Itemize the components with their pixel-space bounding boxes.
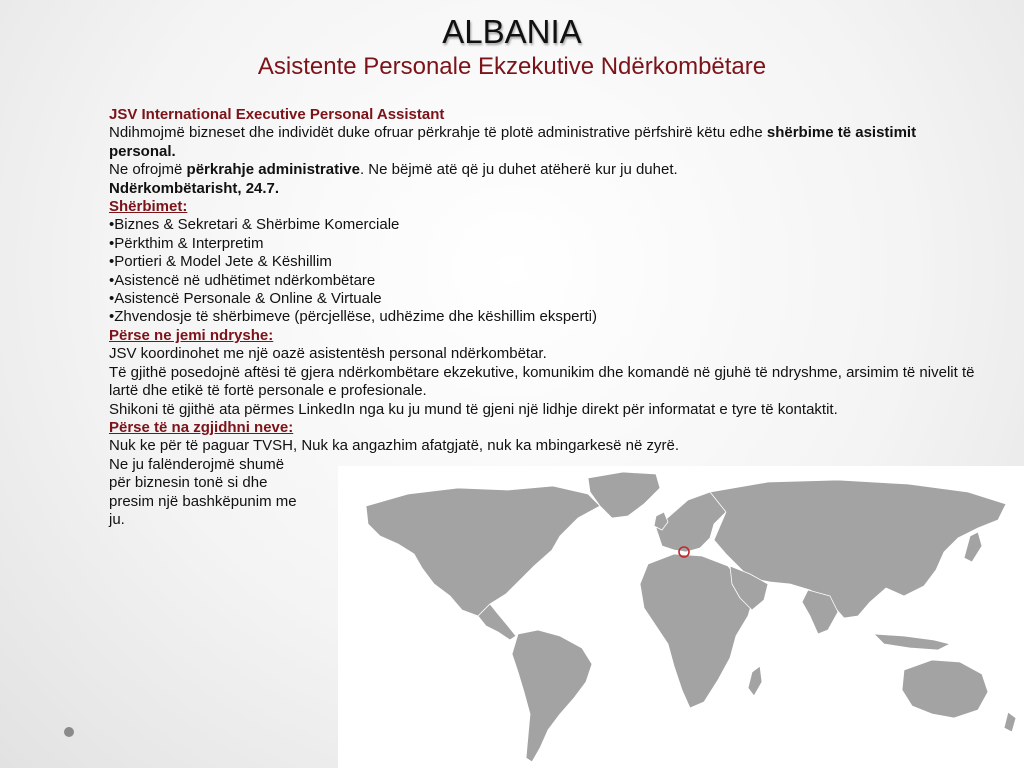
different-line-3: Shikoni të gjithë ata përmes LinkedIn nga ku ju mund të gjeni një lidhje direkt për informatat e tyre të kontaktit. (109, 400, 838, 418)
thanks-line: ju. (109, 510, 125, 528)
thanks-block (109, 456, 334, 530)
north-america-shape (366, 486, 600, 616)
japan-shape (964, 532, 982, 562)
greenland-shape (588, 472, 660, 518)
thanks-line: presim një bashkëpunim me (109, 492, 297, 510)
company-name: JSV International Executive Personal Assistant (109, 106, 445, 123)
intro-paragraph-1 (109, 124, 979, 161)
slide-subtitle: Asistente Personale Ekzekutive Ndërkombëtare (257, 53, 767, 80)
different-line-1: JSV koordinohet me një oazë asistentësh personal ndërkombëtar. (109, 345, 547, 363)
different-heading: Përse ne jemi ndryshe: (109, 326, 274, 344)
thanks-line: Ne ju falënderojmë shumë (109, 455, 285, 473)
service-item (109, 253, 979, 271)
intro-bold-2: përkrahje administrative (186, 161, 360, 179)
world-map (338, 466, 1024, 768)
intro-paragraph-2 (109, 161, 979, 179)
service-item (109, 290, 979, 308)
intro-bold-1: shërbime të asistimit personal. (109, 124, 917, 160)
services-heading: Shërbimet: (109, 198, 188, 216)
service-item-text: Zhvendosje të shërbimeve (përcjellëse, udhëzime dhe këshillim eksperti) (114, 308, 597, 326)
indonesia-shape (874, 634, 950, 650)
intro-text-1: Ndihmojmë bizneset dhe individët duke ofruar përkrahje të plotë administrative përfshirë këtu edhe (109, 124, 767, 142)
service-item (109, 308, 979, 326)
service-item (109, 216, 979, 234)
service-item-text: Asistencë në udhëtimet ndërkombëtare (114, 271, 376, 289)
service-item-text: Biznes & Sekretari & Shërbime Komerciale (114, 216, 400, 234)
intro-text-2-pre: Ne ofrojmë (109, 161, 187, 179)
choose-line-1: Nuk ke për të paguar TVSH, Nuk ka angazhim afatgjatë, nuk ka mbingarkesë në zyrë. (109, 437, 680, 455)
service-item-text: Portieri & Model Jete & Këshillim (114, 253, 332, 271)
madagascar-shape (748, 666, 762, 696)
service-item (109, 235, 979, 253)
bullet-icon: • (109, 308, 115, 326)
bullet-icon: • (109, 234, 115, 252)
slide-dot-icon (64, 727, 74, 737)
intro-international: Ndërkombëtarisht, 24.7. (109, 179, 280, 197)
south-america-shape (512, 630, 592, 762)
service-item-text: Përkthim & Interpretim (114, 234, 264, 252)
new-zealand-shape (1004, 712, 1016, 732)
service-item (109, 272, 979, 290)
service-item-text: Asistencë Personale & Online & Virtuale (114, 290, 382, 308)
thanks-line: për biznesin tonë si dhe (109, 474, 268, 492)
choose-heading: Përse të na zgjidhni neve: (109, 418, 294, 436)
world-map-svg (338, 466, 1024, 768)
different-line-2: Të gjithë posedojnë aftësi të gjera ndërkombëtare ekzekutive, komunikim dhe komandë në gjuhë të ndryshme, arsimim të nivelit të lartë dhe etikë të fortë personale e profesionale. (109, 363, 975, 400)
bullet-icon: • (109, 290, 115, 308)
bullet-icon: • (109, 271, 115, 289)
slide-title: ALBANIA (442, 13, 582, 50)
intro-text-2-post: . Ne bëjmë atë që ju duhet atëherë kur ju duhet. (359, 161, 678, 179)
bullet-icon: • (109, 216, 115, 234)
bullet-icon: • (109, 253, 115, 271)
australia-shape (902, 660, 988, 718)
